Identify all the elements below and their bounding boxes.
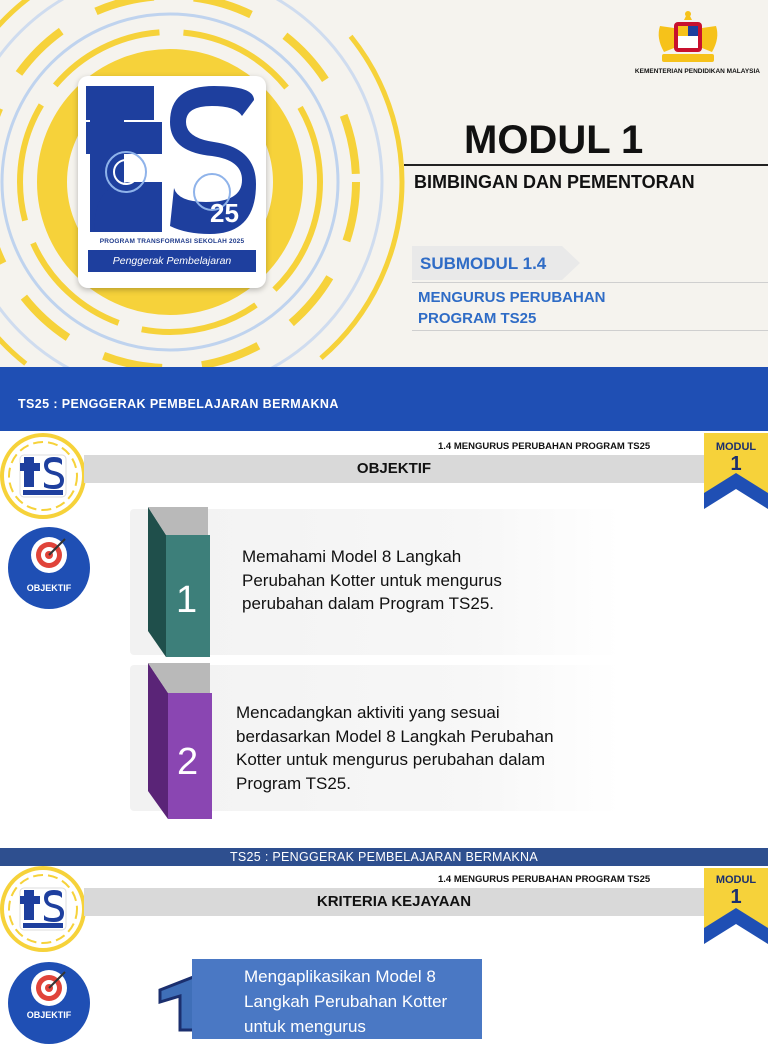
criteria-number bbox=[0, 866, 1, 867]
objektif-slide bbox=[0, 431, 768, 848]
module-title: MODUL 1 bbox=[464, 118, 644, 162]
modul-badge-number: 1 bbox=[730, 886, 742, 908]
module-subtitle: BIMBINGAN DAN PEMENTORAN bbox=[414, 172, 695, 192]
target-icon bbox=[29, 968, 69, 1008]
ts25-small-logo bbox=[0, 433, 86, 519]
logo-program-text: PROGRAM TRANSFORMASI SEKOLAH 2025 bbox=[99, 238, 245, 245]
criteria-text bbox=[244, 964, 447, 1039]
slide-title: KRITERIA KEJAYAAN bbox=[316, 893, 472, 910]
objective-line: berdasarkan Model 8 Langkah Perubahan bbox=[236, 726, 554, 746]
target-icon bbox=[29, 535, 69, 575]
breadcrumb: 1.4 MENGURUS PERUBAHAN PROGRAM TS25 bbox=[438, 441, 651, 452]
modul-badge-number: 1 bbox=[730, 453, 742, 475]
objective-number-2: 2 bbox=[177, 741, 199, 783]
ts25-small-logo bbox=[0, 866, 86, 952]
objektif-target-icon bbox=[8, 962, 90, 1044]
objective-text-1 bbox=[242, 545, 502, 616]
objektif-target-icon bbox=[8, 527, 90, 609]
objective-line: Perubahan Kotter untuk mengurus bbox=[242, 570, 502, 590]
slide-separator-band bbox=[0, 848, 768, 866]
objective-text-2 bbox=[236, 701, 554, 795]
objective-line: Kotter untuk mengurus perubahan dalam bbox=[236, 750, 546, 769]
slide-title: OBJEKTIF bbox=[356, 460, 432, 477]
submodule-divider-bottom bbox=[412, 330, 768, 331]
logo-number: 25 bbox=[210, 198, 239, 228]
logo-tagline: Penggerak Pembelajaran Bermakna bbox=[88, 250, 256, 272]
objective-line: Memahami Model 8 Langkah bbox=[242, 547, 462, 566]
objektif-icon-label: OBJEKTIF bbox=[26, 1010, 72, 1020]
ts-letters-graphic bbox=[86, 82, 258, 238]
criteria-line: Mengaplikasikan Model 8 bbox=[244, 967, 436, 986]
criteria-line: Langkah Perubahan Kotter bbox=[244, 992, 448, 1011]
modul-badge-label: MODUL bbox=[715, 874, 757, 886]
ministry-name: KEMENTERIAN PENDIDIKAN MALAYSIA bbox=[634, 68, 760, 75]
objective-number-1: 1 bbox=[176, 579, 198, 621]
ts25-logo bbox=[78, 76, 266, 288]
malaysia-crest-icon bbox=[652, 8, 724, 66]
kriteria-slide bbox=[0, 866, 768, 1036]
objective-line: perubahan dalam Program TS25. bbox=[242, 594, 495, 613]
objektif-icon-label: OBJEKTIF bbox=[26, 583, 72, 593]
cover-footer-band bbox=[0, 367, 768, 431]
submodule-divider-top bbox=[412, 282, 768, 283]
submodule-title-line: PROGRAM TS25 bbox=[418, 310, 537, 327]
submodule-title bbox=[418, 287, 606, 329]
breadcrumb: 1.4 MENGURUS PERUBAHAN PROGRAM TS25 bbox=[438, 874, 651, 885]
modul-badge-label: MODUL bbox=[715, 441, 757, 453]
title-divider bbox=[404, 164, 768, 166]
cover-band-text: TS25 : PENGGERAK PEMBELAJARAN BERMAKNA bbox=[18, 397, 339, 411]
cover-slide bbox=[0, 0, 768, 367]
criteria-line: untuk mengurus bbox=[244, 1017, 366, 1036]
separator-text: TS25 : PENGGERAK PEMBELAJARAN BERMAKNA bbox=[229, 850, 538, 864]
submodule-title-line: MENGURUS PERUBAHAN bbox=[418, 289, 606, 306]
submodule-label: SUBMODUL 1.4 bbox=[420, 254, 547, 273]
objective-line: Program TS25. bbox=[236, 773, 351, 793]
objective-line: Mencadangkan aktiviti yang sesuai bbox=[236, 703, 500, 722]
